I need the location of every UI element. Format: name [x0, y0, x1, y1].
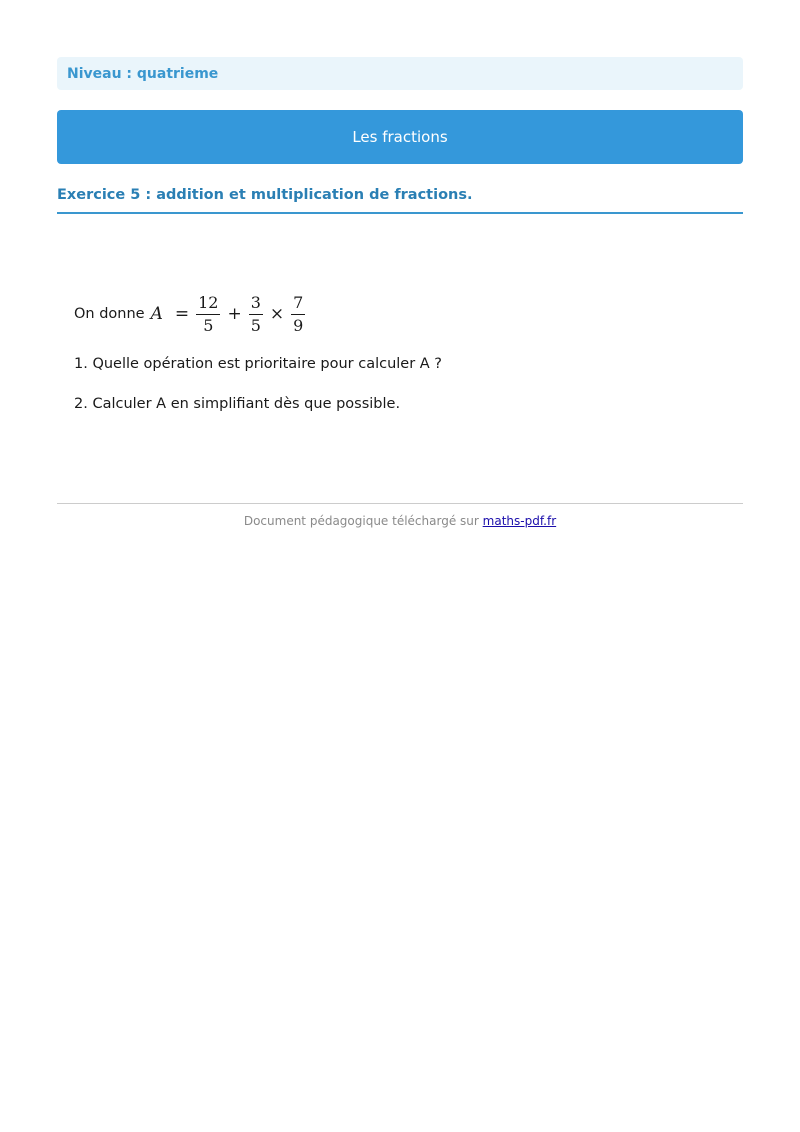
- fraction-3-numerator: 7: [291, 295, 305, 315]
- footer-link[interactable]: maths-pdf.fr: [482, 514, 557, 528]
- level-bar: [57, 57, 743, 90]
- fraction-3-denominator: 9: [293, 315, 304, 335]
- formula: [150, 292, 307, 335]
- formula-variable: A: [150, 304, 163, 324]
- exercise-content: [74, 290, 714, 415]
- footer-divider: [57, 503, 743, 504]
- fraction-1-denominator: 5: [203, 315, 214, 335]
- question-2: 2. Calculer A en simplifiant dès que possible.: [74, 396, 401, 412]
- fraction-1: [196, 292, 220, 335]
- statement-lead: On donne: [74, 306, 145, 322]
- footer: [57, 514, 743, 528]
- footer-text: Document pédagogique téléchargé sur: [243, 514, 479, 528]
- fraction-1-numerator: 12: [196, 295, 220, 315]
- formula-times: ×: [269, 304, 285, 324]
- exercise-statement: [74, 290, 714, 338]
- fraction-2: [249, 292, 263, 335]
- fraction-3: [291, 292, 305, 335]
- title-banner: [57, 110, 743, 164]
- level-label: Niveau : quatrieme: [67, 65, 219, 82]
- exercise-heading: Exercice 5 : addition et multiplication de fractions.: [57, 184, 743, 214]
- page-title: Les fractions: [352, 128, 448, 146]
- fraction-2-numerator: 3: [249, 295, 263, 315]
- formula-equals: =: [174, 304, 190, 324]
- fraction-2-denominator: 5: [250, 315, 261, 335]
- question-1: 1. Quelle opération est prioritaire pour calculer A ?: [74, 356, 443, 372]
- formula-plus: +: [227, 304, 242, 324]
